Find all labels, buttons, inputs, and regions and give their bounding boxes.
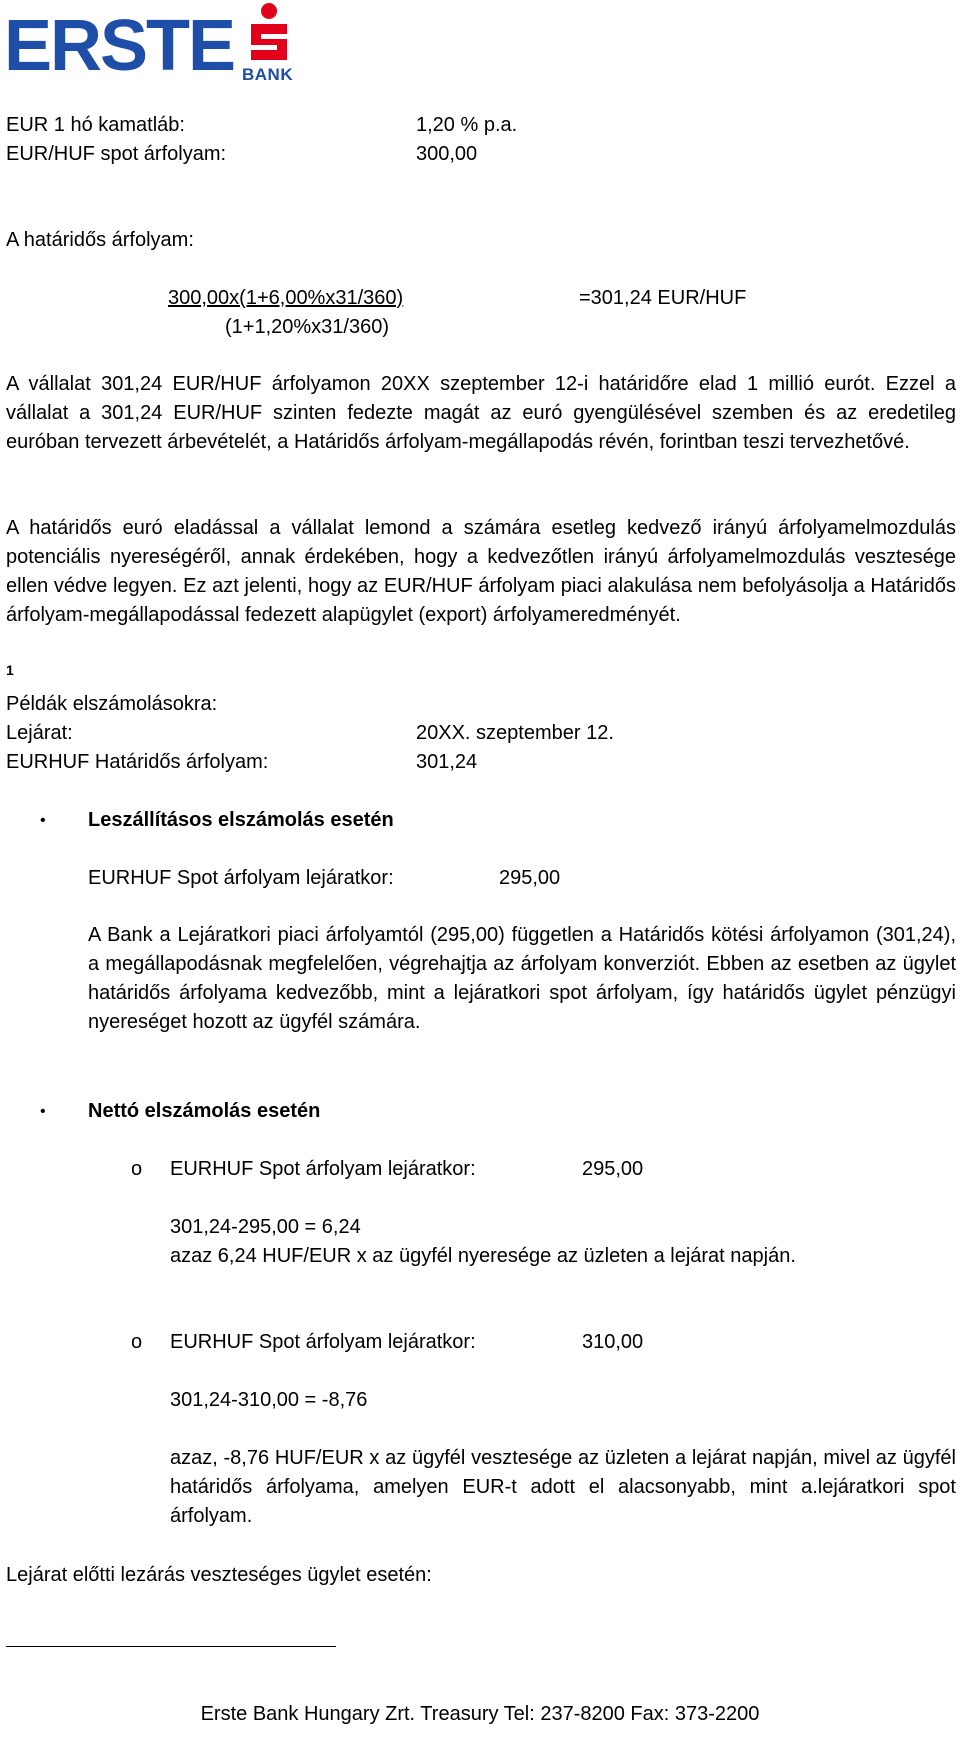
net-case1-spot-label: EURHUF Spot árfolyam lejáratkor: xyxy=(170,1158,476,1180)
delivery-text: A Bank a Lejáratkori piaci árfolyamtól (295,00) független a Határidős kötési árfolyamon (301,24), a megállapodásnak megfelelően, végrehajtja az árfolyam konverziót. Ebben az esetben az ügylet határidős árfolyama kedvezőbb, mint a lejáratkori spot árfolyam, így határidős ügylet pénzügyi nyereséget hozott az ügyfél számára. xyxy=(88,924,956,1033)
net-case1-text: azaz 6,24 HUF/EUR x az ügyfél nyeresége az üzleten a lejárat napján. xyxy=(170,1245,796,1267)
logo-bank-label: BANK xyxy=(242,65,294,84)
net-case2-marker: o xyxy=(131,1331,143,1353)
paragraph-hedge: A vállalat 301,24 EUR/HUF árfolyamon 20XX szeptember 12-i határidőre elad 1 millió eurót. Ezzel a vállalat a 301,24 EUR/HUF szinten fedezte magát az euró gyengülésével szemben és az eredetileg euróban tervezett árbevételét, a Határidős árfolyam-megállapodás révén, forintban teszi tervezhetővé. xyxy=(6,373,956,453)
paragraph-forward-sale: A határidős euró eladással a vállalat lemond a számára esetleg kedvező irányú árfolyamelmozdulás potenciális nyereségéről, annak érdekében, hogy a kedvezőtlen irányú árfolyamelmozdulás vesztesége ellen védve legyen. Ez azt jelenti, hogy az EUR/HUF árfolyam piaci alakulása nem befolyásolja a Határidős árfolyam-megállapodással fedezett alapügylet (export) árfolyameredményét. xyxy=(6,517,956,626)
footer-divider xyxy=(6,1646,336,1647)
forward-formula-numerator: 300,00x(1+6,00%x31/360) xyxy=(168,287,404,309)
forward-rate-label: EURHUF Határidős árfolyam: xyxy=(6,751,269,773)
maturity-value: 20XX. szeptember 12. xyxy=(416,722,614,744)
net-case2-spot-label: EURHUF Spot árfolyam lejáratkor: xyxy=(170,1331,476,1353)
examples-heading: Példák elszámolásokra: xyxy=(6,693,218,715)
net-case2-calc: 301,24-310,00 = -8,76 xyxy=(170,1389,368,1411)
spot-rate-value: 300,00 xyxy=(416,143,478,165)
delivery-title: Leszállításos elszámolás esetén xyxy=(88,809,394,831)
bullet-net: • xyxy=(40,1103,46,1120)
forward-heading: A határidős árfolyam: xyxy=(6,229,194,251)
net-case2-spot-value: 310,00 xyxy=(582,1331,644,1353)
net-title: Nettó elszámolás esetén xyxy=(88,1100,321,1122)
forward-formula-result: =301,24 EUR/HUF xyxy=(579,287,747,309)
footnote-mark: 1 xyxy=(6,662,14,678)
eur-rate-value: 1,20 % p.a. xyxy=(416,114,518,136)
net-case1-marker: o xyxy=(131,1158,143,1180)
erste-bank-logo xyxy=(4,2,294,86)
footer-text: Erste Bank Hungary Zrt. Treasury Tel: 237-8200 Fax: 373-2200 xyxy=(200,1703,760,1725)
early-close-heading: Lejárat előtti lezárás veszteséges ügylet esetén: xyxy=(6,1564,432,1586)
maturity-label: Lejárat: xyxy=(6,722,73,744)
net-case1-spot-value: 295,00 xyxy=(582,1158,644,1180)
spot-rate-label: EUR/HUF spot árfolyam: xyxy=(6,143,227,165)
delivery-spot-label: EURHUF Spot árfolyam lejáratkor: xyxy=(88,867,394,889)
forward-formula-denominator: (1+1,20%x31/360) xyxy=(225,316,390,338)
eur-rate-label: EUR 1 hó kamatláb: xyxy=(6,114,185,136)
delivery-spot-value: 295,00 xyxy=(499,867,561,889)
logo-wordmark: ERSTE xyxy=(4,6,235,86)
net-case2-text: azaz, -8,76 HUF/EUR x az ügyfél vesztesége az üzleten a lejárat napján, mivel az ügyfél határidős árfolyama, amelyen EUR-t adott el alacsonyabb, mint a.lejáratkori spot árfolyam. xyxy=(170,1447,956,1527)
bullet-delivery: • xyxy=(40,812,46,829)
net-case1-calc: 301,24-295,00 = 6,24 xyxy=(170,1216,361,1238)
forward-rate-value: 301,24 xyxy=(416,751,478,773)
